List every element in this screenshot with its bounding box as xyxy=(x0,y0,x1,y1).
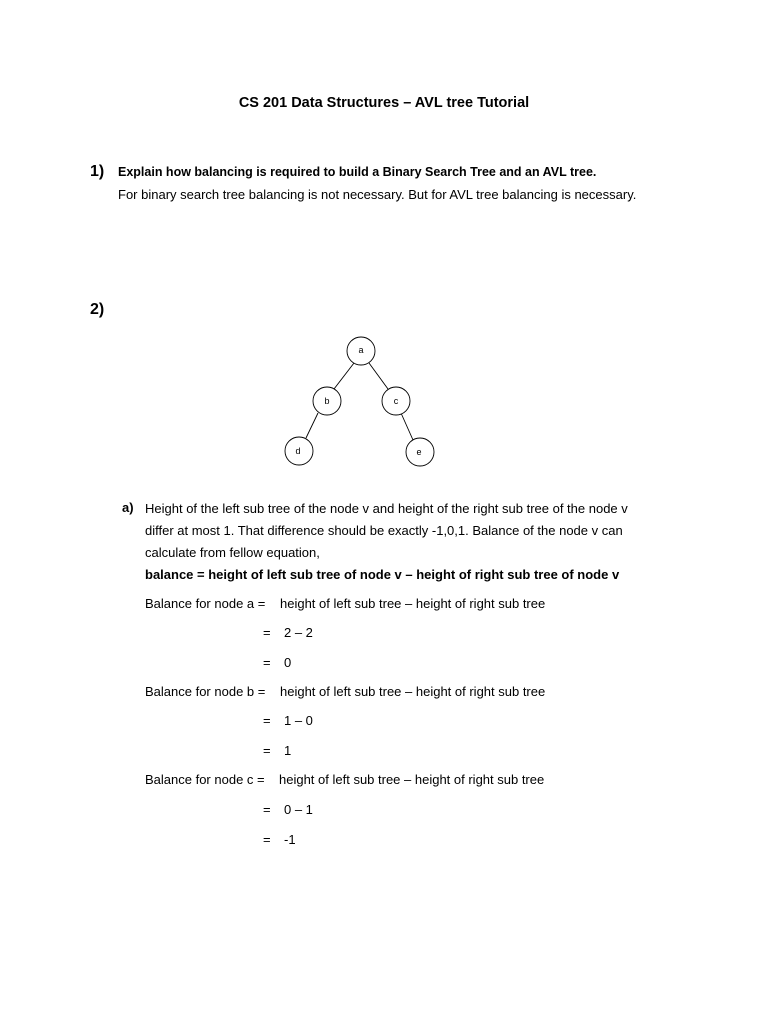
balance-node-c-eq-1: = xyxy=(263,802,271,817)
node-label-c: c xyxy=(393,396,399,406)
balance-node-a-eq-2: = xyxy=(263,655,271,670)
edge-a-c xyxy=(369,363,388,389)
node-label-a: a xyxy=(358,345,364,355)
balance-node-b-eq-1: = xyxy=(263,713,271,728)
tree-node-a xyxy=(347,337,375,365)
edge-c-e xyxy=(401,413,413,440)
balance-node-b-step-2: 1 xyxy=(284,743,292,758)
balance-node-c-expr: height of left sub tree – height of right sub tree xyxy=(279,772,545,787)
balance-node-c-eq-2: = xyxy=(263,832,271,847)
page-title: CS 201 Data Structures – AVL tree Tutorial xyxy=(238,95,530,111)
balance-node-a-step-1: 2 – 2 xyxy=(284,625,313,640)
question-1-text: Explain how balancing is required to build a Binary Search Tree and an AVL tree. xyxy=(118,165,597,179)
tree-node-e xyxy=(406,438,434,466)
tree-node-b xyxy=(313,387,341,415)
balance-formula: balance = height of left sub tree of node v – height of right sub tree of node v xyxy=(145,567,620,582)
node-label-b: b xyxy=(324,396,330,406)
part-a-line-2: differ at most 1. That difference should be exactly -1,0,1. Balance of the node v can xyxy=(145,523,623,538)
edge-a-b xyxy=(334,363,354,389)
balance-node-c-label: Balance for node c = xyxy=(145,772,265,787)
question-1-answer: For binary search tree balancing is not necessary. But for AVL tree balancing is necessary. xyxy=(118,187,637,202)
balance-node-b-step-1: 1 – 0 xyxy=(284,713,313,728)
balance-node-c-step-1: 0 – 1 xyxy=(284,802,313,817)
part-a-line-3: calculate from fellow equation, xyxy=(145,545,320,560)
node-label-e: e xyxy=(416,447,422,457)
node-label-d: d xyxy=(295,446,301,456)
question-1-number: 1) xyxy=(90,163,105,180)
part-a-label: a) xyxy=(122,500,134,515)
balance-node-b-eq-2: = xyxy=(263,743,271,758)
part-a-line-1: Height of the left sub tree of the node v and height of the right sub tree of the node v xyxy=(145,501,628,516)
question-2-number: 2) xyxy=(90,301,105,318)
balance-node-a-label: Balance for node a = xyxy=(145,596,266,611)
balance-node-a-expr: height of left sub tree – height of right sub tree xyxy=(280,596,546,611)
tree-node-d xyxy=(285,437,313,465)
balance-node-c-step-2: -1 xyxy=(284,832,296,847)
balance-node-a-eq-1: = xyxy=(263,625,271,640)
balance-node-b-label: Balance for node b = xyxy=(145,684,266,699)
edge-b-d xyxy=(306,413,318,438)
balance-node-b-expr: height of left sub tree – height of right sub tree xyxy=(280,684,546,699)
tree-node-c xyxy=(382,387,410,415)
balance-node-a-step-2: 0 xyxy=(284,655,292,670)
